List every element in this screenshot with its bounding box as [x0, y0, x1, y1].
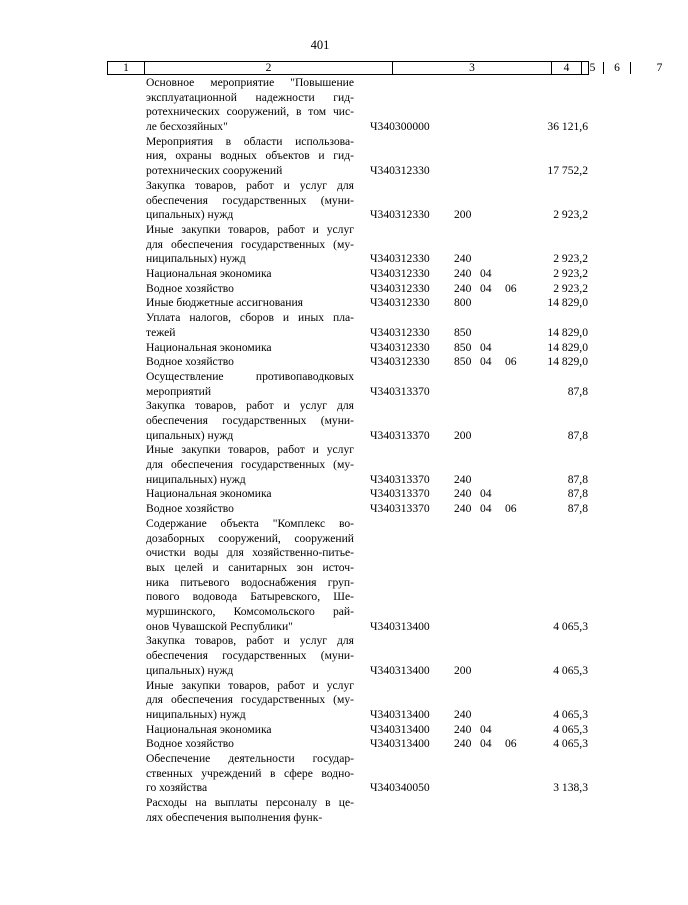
description-line: Водное хозяйство — [146, 281, 234, 295]
description-line: Водное хозяйство — [146, 502, 234, 516]
page-number: 401 — [310, 38, 330, 52]
expense-type-code: 850 — [454, 325, 472, 339]
description-line: Водное хозяйство — [146, 355, 234, 369]
header-col-6: 6 — [604, 62, 631, 74]
table-row — [0, 502, 640, 517]
expense-type-code: 850 — [454, 340, 472, 354]
row-description — [146, 296, 354, 311]
subsection-code: 06 — [505, 281, 517, 295]
subsection-code: 06 — [505, 502, 517, 516]
description-line: Закупка товаров, работ и услуг для — [146, 399, 354, 413]
section-code: 04 — [480, 355, 492, 369]
amount: 17 752,2 — [547, 164, 588, 178]
amount: 4 065,3 — [553, 663, 588, 677]
expense-type-code: 850 — [454, 355, 472, 369]
amount: 2 923,2 — [553, 267, 588, 281]
target-article-code: Ч340340050 — [370, 781, 430, 795]
description-line: ниципальных) нужд — [146, 252, 246, 266]
section-code: 04 — [480, 487, 492, 501]
amount: 87,8 — [567, 472, 588, 486]
description-line: обеспечения государственных (муни- — [146, 413, 354, 427]
expense-type-code: 240 — [454, 722, 472, 736]
description-line: ниципальных) нужд — [146, 472, 246, 486]
description-line: муршинского, Комсомольского рай- — [146, 604, 354, 618]
expense-type-code: 240 — [454, 707, 472, 721]
row-description — [146, 502, 354, 517]
description-line: ле бесхозяйных" — [146, 120, 228, 134]
table-row — [0, 296, 640, 311]
expense-type-code: 240 — [454, 281, 472, 295]
target-article-code: Ч340312330 — [370, 164, 430, 178]
description-line: ротехнических сооружений, в том чис- — [146, 105, 354, 119]
target-article-code: Ч340312330 — [370, 281, 430, 295]
description-line: Национальная экономика — [146, 487, 272, 501]
amount: 4 065,3 — [553, 619, 588, 633]
table-row — [0, 355, 640, 370]
description-line: ния, охраны водных объектов и гид- — [146, 149, 354, 163]
description-line: ника питьевого водоснабжения груп- — [146, 575, 354, 589]
description-line: дозаборных сооружений, сооружений — [146, 531, 354, 545]
target-article-code: Ч340313400 — [370, 707, 430, 721]
amount: 2 923,2 — [553, 208, 588, 222]
table-row — [0, 223, 640, 267]
row-description — [146, 487, 354, 502]
description-line: ципальных) нужд — [146, 208, 234, 222]
description-line: эксплуатационной надежности гид- — [146, 90, 354, 104]
description-line: ственных учреждений в сфере водно- — [146, 766, 354, 780]
row-description — [146, 737, 354, 752]
table-row — [0, 517, 640, 635]
description-line: обеспечения государственных (муни- — [146, 193, 354, 207]
description-line: Закупка товаров, работ и услуг для — [146, 178, 354, 192]
table-row — [0, 399, 640, 443]
amount: 87,8 — [567, 502, 588, 516]
row-description — [146, 76, 354, 135]
description-line: Национальная экономика — [146, 340, 272, 354]
table-row — [0, 487, 640, 502]
row-description — [146, 399, 354, 443]
section-code: 04 — [480, 722, 492, 736]
amount: 14 829,0 — [547, 296, 588, 310]
amount: 4 065,3 — [553, 707, 588, 721]
description-line: для обеспечения государственных (му- — [146, 693, 354, 707]
description-line: онов Чувашской Республики" — [146, 619, 293, 633]
row-description — [146, 179, 354, 223]
section-code: 04 — [480, 281, 492, 295]
target-article-code: Ч340312330 — [370, 252, 430, 266]
expense-type-code: 240 — [454, 502, 472, 516]
description-line: Основное мероприятие "Повышение — [146, 76, 354, 89]
description-line: ниципальных) нужд — [146, 707, 246, 721]
expense-type-code: 200 — [454, 663, 472, 677]
description-line: го хозяйства — [146, 781, 208, 795]
row-description — [146, 679, 354, 723]
subsection-code: 06 — [505, 355, 517, 369]
amount: 3 138,3 — [553, 781, 588, 795]
description-line: мероприятий — [146, 384, 212, 398]
description-line: Расходы на выплаты персоналу в це- — [146, 796, 354, 810]
table-row — [0, 752, 640, 796]
row-description — [146, 355, 354, 370]
target-article-code: Ч340313400 — [370, 663, 430, 677]
table-row — [0, 796, 640, 825]
description-line: лях обеспечения выполнения функ- — [146, 810, 323, 824]
target-article-code: Ч340312330 — [370, 208, 430, 222]
description-line: Закупка товаров, работ и услуг для — [146, 634, 354, 648]
table-row — [0, 76, 640, 135]
description-line: Иные закупки товаров, работ и услуг — [146, 443, 354, 457]
target-article-code: Ч340313370 — [370, 502, 430, 516]
amount: 2 923,2 — [553, 252, 588, 266]
description-line: Национальная экономика — [146, 722, 272, 736]
section-code: 04 — [480, 737, 492, 751]
description-line: Иные бюджетные ассигнования — [146, 296, 303, 310]
table-row — [0, 267, 640, 282]
row-description — [146, 752, 354, 796]
amount: 87,8 — [567, 428, 588, 442]
header-col-2: 2 — [145, 62, 393, 74]
section-code: 04 — [480, 340, 492, 354]
table-row — [0, 311, 640, 340]
table-row — [0, 634, 640, 678]
target-article-code: Ч340313370 — [370, 472, 430, 486]
row-description — [146, 311, 354, 340]
row-description — [146, 723, 354, 738]
target-article-code: Ч340313400 — [370, 619, 430, 633]
description-line: ципальных) нужд — [146, 663, 234, 677]
target-article-code: Ч340312330 — [370, 340, 430, 354]
header-col-4: 4 — [552, 62, 582, 74]
description-line: очистки воды для хозяйственно-питье- — [146, 546, 354, 560]
header-col-3: 3 — [393, 62, 552, 74]
description-line: Национальная экономика — [146, 267, 272, 281]
target-article-code: Ч340312330 — [370, 296, 430, 310]
header-col-5: 5 — [582, 62, 604, 74]
row-description — [146, 223, 354, 267]
description-line: для обеспечения государственных (му- — [146, 458, 354, 472]
row-description — [146, 267, 354, 282]
expense-type-code: 240 — [454, 252, 472, 266]
table-header — [107, 61, 663, 75]
table-row — [0, 179, 640, 223]
amount: 14 829,0 — [547, 325, 588, 339]
amount: 14 829,0 — [547, 355, 588, 369]
description-line: Содержание объекта "Комплекс во- — [146, 516, 354, 530]
description-line: ротехнических сооружений — [146, 164, 283, 178]
target-article-code: Ч340312330 — [370, 267, 430, 281]
description-line: Мероприятия в области использова- — [146, 134, 354, 148]
target-article-code: Ч340300000 — [370, 120, 430, 134]
description-line: Водное хозяйство — [146, 737, 234, 751]
table-row — [0, 443, 640, 487]
target-article-code: Ч340313370 — [370, 428, 430, 442]
description-line: ципальных) нужд — [146, 428, 234, 442]
row-description — [146, 341, 354, 356]
header-col-1: 1 — [108, 62, 145, 74]
expense-type-code: 240 — [454, 737, 472, 751]
table-body — [0, 76, 640, 826]
expense-type-code: 240 — [454, 487, 472, 501]
description-line: Иные закупки товаров, работ и услуг — [146, 222, 354, 236]
row-description — [146, 634, 354, 678]
amount: 2 923,2 — [553, 281, 588, 295]
row-description — [146, 443, 354, 487]
description-line: для обеспечения государственных (му- — [146, 237, 354, 251]
expense-type-code: 200 — [454, 428, 472, 442]
description-line: обеспечения государственных (муни- — [146, 649, 354, 663]
table-row — [0, 341, 640, 356]
amount: 87,8 — [567, 384, 588, 398]
amount: 14 829,0 — [547, 340, 588, 354]
section-code: 04 — [480, 267, 492, 281]
table-row — [0, 135, 640, 179]
expense-type-code: 800 — [454, 296, 472, 310]
subsection-code: 06 — [505, 737, 517, 751]
expense-type-code: 240 — [454, 472, 472, 486]
amount: 4 065,3 — [553, 722, 588, 736]
table-row — [0, 370, 640, 399]
target-article-code: Ч340313400 — [370, 737, 430, 751]
amount: 87,8 — [567, 487, 588, 501]
table-row — [0, 737, 640, 752]
header-col-7: 7 — [656, 62, 663, 74]
table-row — [0, 679, 640, 723]
row-description — [146, 517, 354, 635]
target-article-code: Ч340313400 — [370, 722, 430, 736]
row-description — [146, 282, 354, 297]
table-row — [0, 282, 640, 297]
table-row — [0, 723, 640, 738]
target-article-code: Ч340312330 — [370, 355, 430, 369]
description-line: Обеспечение деятельности государ- — [146, 752, 354, 766]
row-description — [146, 796, 354, 825]
row-description — [146, 370, 354, 399]
section-code: 04 — [480, 502, 492, 516]
amount: 4 065,3 — [553, 737, 588, 751]
description-line: вых целей и санитарных зон источ- — [146, 560, 354, 574]
description-line: Иные закупки товаров, работ и услуг — [146, 678, 354, 692]
description-line: Осуществление противопаводковых — [146, 369, 354, 383]
expense-type-code: 200 — [454, 208, 472, 222]
target-article-code: Ч340313370 — [370, 487, 430, 501]
description-line: тежей — [146, 325, 176, 339]
description-line: пового водовода Батыревского, Ше- — [146, 590, 354, 604]
expense-type-code: 240 — [454, 267, 472, 281]
target-article-code: Ч340313370 — [370, 384, 430, 398]
target-article-code: Ч340312330 — [370, 325, 430, 339]
description-line: Уплата налогов, сборов и иных пла- — [146, 311, 354, 325]
amount: 36 121,6 — [547, 120, 588, 134]
row-description — [146, 135, 354, 179]
